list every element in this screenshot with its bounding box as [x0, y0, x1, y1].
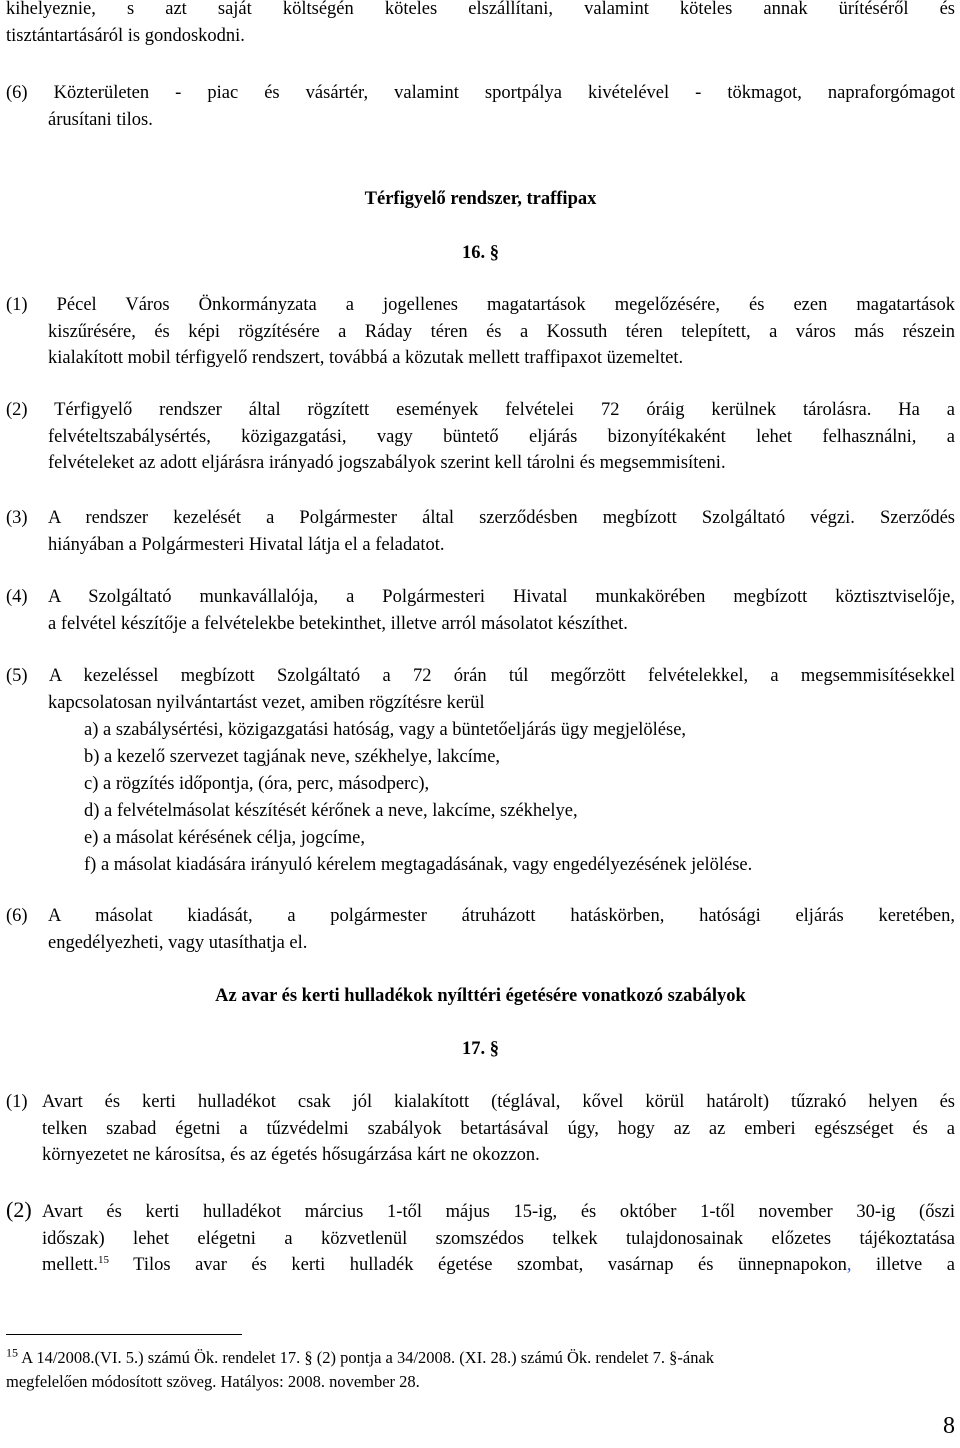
text-line: kihelyeznie, s azt saját költségén köteles elszállítani, valamint köteles annak ürítéséről és: [6, 0, 955, 19]
list-item: e) a másolat kérésének célja, jogcíme,: [84, 828, 365, 848]
text-line: felvételeket az adott eljárásra irányadó jogszabályok szerint kell tárolni és megsemmisíteni.: [48, 453, 726, 474]
text-line: telken szabad égetni a tűzvédelmi szabályok betartásával úgy, hogy az az emberi egészséget és a: [42, 1118, 955, 1139]
footnote-text: A 14/2008.(VI. 5.) számú Ök. rendelet 17. § (2) pontja a 34/2008. (XI. 28.) számú Ök. rendelet 7. §-ának: [18, 1348, 715, 1367]
footnote: [6, 1346, 955, 1394]
footnote-number: 15: [6, 1345, 18, 1360]
paragraph-16-3: [6, 505, 955, 558]
text-line: (5) A kezeléssel megbízott Szolgáltató a 72 órán túl megőrzött felvételekkel, a megsemmisítésekkel: [6, 666, 955, 686]
text-line: (1) Pécel Város Önkormányzata a jogellenes magatartások megelőzésére, és ezen magatartások: [6, 295, 955, 315]
paragraph-number: (2): [6, 1197, 32, 1222]
list-item: f) a másolat kiadására irányuló kérelem megtagadásának, vagy engedélyezésének jelölése.: [84, 855, 753, 875]
paragraph-16-2: [6, 397, 955, 477]
text-line: kapcsolatosan nyilvántartást vezet, amiben rögzítésre kerül: [48, 692, 485, 713]
list-item: b) a kezelő szervezet tagjának neve, székhelye, lakcíme,: [84, 747, 501, 767]
text-line: kialakított mobil térfigyelő rendszert, továbbá a közutak mellett traffipaxot üzemeltet.: [48, 348, 684, 369]
text-line: kiszűrésére, és képi rögzítésére a Ráday téren és a Kossuth téren telepített, a város más részein: [48, 321, 955, 342]
paragraph-17-1: [6, 1089, 955, 1169]
text-line: A rendszer kezelését a Polgármester által szerződésben megbízott Szolgáltató végzi. Szerződés: [48, 508, 955, 528]
paragraph-16-6: [6, 903, 955, 956]
text-line: árusítani tilos.: [48, 109, 153, 130]
text-line: Avart és kerti hulladékot március 1-től május 15-ig, és október 1-től november 30-ig (őszi: [42, 1202, 955, 1222]
paragraph-16-5: [6, 663, 955, 873]
text-line: engedélyezheti, vagy utasíthatja el.: [48, 932, 308, 953]
highlighted-comma: ,: [846, 1255, 852, 1276]
list-item: d) a felvételmásolat készítését kérőnek a neve, lakcíme, székhelye,: [84, 801, 578, 821]
text-fragment: illetve a: [851, 1255, 955, 1276]
paragraph-number: (6): [6, 906, 28, 926]
text-line: A másolat kiadását, a polgármester átruházott hatáskörben, hatósági eljárás keretében,: [48, 906, 955, 926]
paragraph-number: (3): [6, 508, 28, 528]
paragraph-number: (4): [6, 587, 28, 607]
text-fragment: Tilos avar és kerti hulladék égetése szombat, vasárnap és ünnepnapokon: [109, 1255, 847, 1276]
section-heading-cctv: Térfigyelő rendszer, traffipax: [364, 189, 597, 209]
text-line: (6) Közterületen - piac és vásártér, valamint sportpálya kivételével - tökmagot, napraforgómagot: [6, 83, 955, 103]
list-item: c) a rögzítés időpontja, (óra, perc, másodperc),: [84, 774, 430, 794]
footnote-divider: [6, 1334, 242, 1335]
text-line: [42, 1252, 955, 1279]
page-number: 8: [943, 1413, 955, 1439]
list-item: a) a szabálysértési, közigazgatási hatóság, vagy a büntetőeljárás ügy megjelölése,: [84, 720, 687, 740]
text-fragment: mellett.: [42, 1255, 98, 1276]
paragraph-6-market: [6, 80, 955, 133]
text-line: környezetet ne károsítsa, és az égetés hősugárzása kárt ne okozzon.: [42, 1145, 540, 1166]
intro-paragraph: [6, 0, 955, 49]
footnote-reference[interactable]: 15: [98, 1254, 109, 1267]
text-line: tisztántartásáról is gondoskodni.: [6, 25, 245, 46]
section-number-17: 17. §: [462, 1039, 499, 1059]
text-line: felvételtszabálysértés, közigazgatási, vagy büntető eljárás bizonyítékaként lehet felhasználni, a: [48, 426, 955, 447]
text-line: Avart és kerti hulladékot csak jól kialakított (téglával, kővel körül határolt) tűzrakó helyen és: [42, 1092, 955, 1112]
paragraph-number: (1): [6, 1092, 28, 1112]
paragraph-16-4: [6, 584, 955, 637]
section-heading-burning: Az avar és kerti hulladékok nyílttéri égetésére vonatkozó szabályok: [215, 986, 746, 1006]
paragraph-16-1: [6, 292, 955, 372]
text-line: hiányában a Polgármesteri Hivatal látja el a feladatot.: [48, 534, 445, 555]
section-number-16: 16. §: [462, 243, 499, 263]
text-line: (2) Térfigyelő rendszer által rögzített események felvételei 72 óráig kerülnek tárolásra. Ha a: [6, 400, 955, 420]
text-line: a felvétel készítője a felvételekbe betekinthet, illetve arról másolatot készíthet.: [48, 613, 628, 634]
text-line: A Szolgáltató munkavállalója, a Polgármesteri Hivatal munkakörében megbízott köztisztviselője,: [48, 587, 955, 607]
footnote-text: megfelelően módosított szöveg. Hatályos: 2008. november 28.: [6, 1372, 420, 1391]
paragraph-17-2: [6, 1199, 955, 1279]
text-line: időszak) lehet elégetni a közvetlenül szomszédos telkek tulajdonosainak előzetes tájékoztatása: [42, 1228, 955, 1249]
